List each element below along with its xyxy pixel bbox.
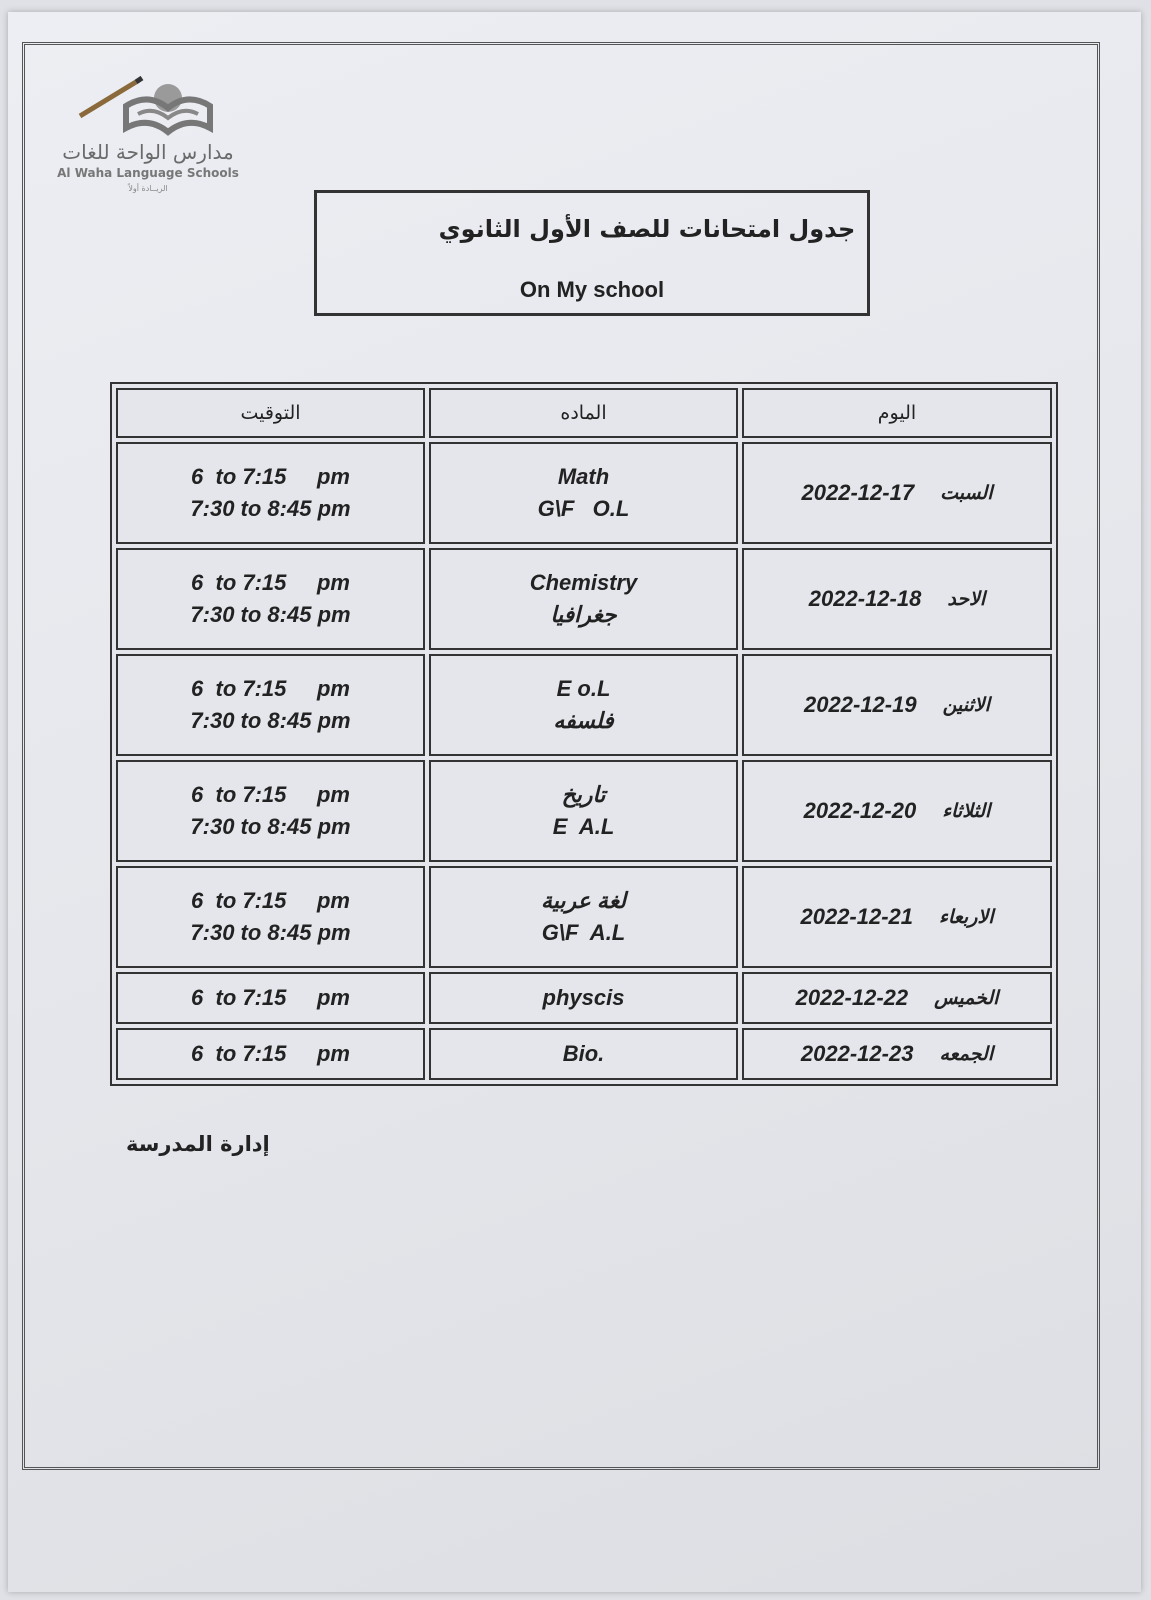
day-cell: [742, 972, 1052, 1024]
time-slot-1: 6 to 7:15 pm: [191, 464, 350, 489]
subject-1: Chemistry: [529, 570, 638, 595]
subject-cell: [429, 866, 738, 968]
table-header-row: [116, 388, 1052, 438]
day-cell: [742, 1028, 1052, 1080]
subject-2: فلسفه: [553, 708, 614, 733]
school-logo: [48, 62, 258, 202]
table-row: [116, 972, 1052, 1024]
table-row: [116, 442, 1052, 544]
day-cell: [742, 442, 1052, 544]
time-slot-2: 7:30 to 8:45 pm: [190, 496, 351, 521]
subject-2: G\F O.L: [537, 496, 630, 521]
subject-cell: [429, 1028, 738, 1080]
subject-cell: [429, 548, 738, 650]
subject-1: تاريخ: [561, 782, 606, 807]
time-cell: [116, 442, 425, 544]
header-day: اليوم: [742, 388, 1052, 438]
day-cell: [742, 654, 1052, 756]
book-pencil-logo-icon: [68, 62, 228, 142]
time-cell: [116, 866, 425, 968]
header-time: التوقيت: [116, 388, 425, 438]
exam-date: 2022-12-17: [801, 480, 915, 505]
time-cell: [116, 654, 425, 756]
time-slot-2: 7:30 to 8:45 pm: [190, 920, 351, 945]
time-cell: [116, 972, 425, 1024]
time-slot-2: 7:30 to 8:45 pm: [190, 814, 351, 839]
day-name: الاربعاء: [939, 906, 994, 928]
exam-date: 2022-12-19: [804, 692, 917, 717]
exam-date: 2022-12-18: [808, 586, 922, 611]
subject-cell: [429, 760, 738, 862]
time-slot-1: 6 to 7:15 pm: [191, 888, 350, 913]
paper-page: [8, 12, 1141, 1592]
subject-1: Math: [557, 464, 610, 489]
day-name: الخميس: [934, 987, 999, 1009]
day-cell: [742, 866, 1052, 968]
day-name: الاثنين: [942, 694, 990, 716]
day-cell: [742, 760, 1052, 862]
exam-date: 2022-12-20: [803, 798, 917, 823]
time-slot-1: 6 to 7:15 pm: [191, 570, 350, 595]
exam-date: 2022-12-21: [800, 904, 914, 929]
time-cell: [116, 1028, 425, 1080]
subject-2: G\F A.L: [541, 920, 626, 945]
exam-schedule-table: [110, 382, 1058, 1086]
subject-cell: [429, 972, 738, 1024]
table-row: [116, 654, 1052, 756]
time-cell: [116, 760, 425, 862]
logo-arabic-name: مدارس الواحة للغات: [62, 140, 234, 164]
title-arabic: جدول امتحانات للصف الأول الثانوي: [438, 215, 856, 243]
logo-english-name: Al Waha Language Schools: [57, 166, 239, 180]
day-name: الجمعه: [939, 1043, 994, 1065]
table-row: [116, 548, 1052, 650]
day-cell: [742, 548, 1052, 650]
title-english: On My school: [519, 277, 665, 302]
time-slot-1: 6 to 7:15 pm: [191, 676, 350, 701]
time-slot-1: 6 to 7:15 pm: [191, 1041, 350, 1066]
time-cell: [116, 548, 425, 650]
subject-1: Bio.: [562, 1041, 605, 1066]
logo-tagline: الريــادة أولاً: [128, 184, 168, 193]
day-name: السبت: [940, 482, 993, 504]
time-slot-1: 6 to 7:15 pm: [191, 782, 350, 807]
time-slot-2: 7:30 to 8:45 pm: [190, 602, 351, 627]
title-box: [314, 190, 870, 316]
subject-2: E A.L: [552, 814, 615, 839]
day-name: الاحد: [947, 588, 986, 610]
subject-2: جغرافيا: [550, 602, 617, 627]
time-slot-2: 7:30 to 8:45 pm: [190, 708, 351, 733]
table-row: [116, 866, 1052, 968]
subject-cell: [429, 654, 738, 756]
table-row: [116, 760, 1052, 862]
subject-1: E o.L: [556, 676, 611, 701]
subject-1: لغة عربية: [540, 888, 627, 913]
header-subject: الماده: [429, 388, 738, 438]
table-row: [116, 1028, 1052, 1080]
exam-date: 2022-12-22: [795, 985, 909, 1010]
subject-cell: [429, 442, 738, 544]
exam-date: 2022-12-23: [800, 1041, 914, 1066]
time-slot-1: 6 to 7:15 pm: [191, 985, 350, 1010]
day-name: الثلاثاء: [942, 800, 991, 822]
school-administration-signature: إدارة المدرسة: [126, 1132, 270, 1156]
subject-1: physcis: [542, 985, 625, 1010]
